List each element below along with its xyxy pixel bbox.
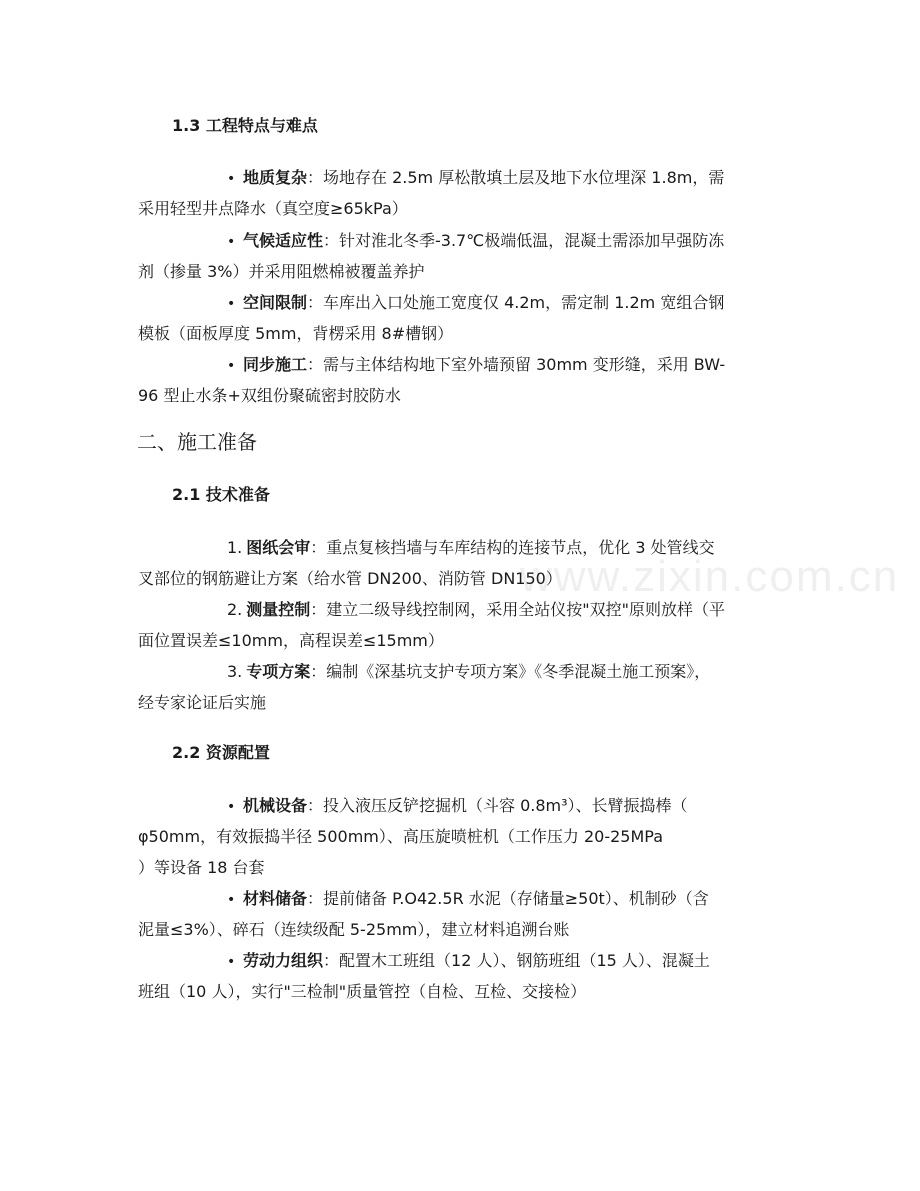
section-heading-2-2: 2.2 资源配置 — [172, 743, 270, 762]
item-text-cont: 泥量≤3%）、碎石（连续级配 5-25mm），建立材料追溯台账 — [138, 920, 570, 939]
bullet-marker: • — [227, 358, 236, 374]
list-item — [138, 656, 788, 718]
item-text: ：车库出入口处施工宽度仅 4.2m，需定制 1.2m 宽组合钢 — [307, 293, 725, 312]
bullet-marker: • — [227, 954, 236, 970]
item-text: ：提前储备 P.O42.5R 水泥（存储量≥50t）、机制砂（含 — [307, 889, 709, 908]
list-item — [138, 287, 788, 349]
bullet-marker: • — [227, 296, 236, 312]
bullet-marker: • — [227, 799, 236, 815]
item-text-cont: φ50mm，有效振捣半径 500mm）、高压旋喷桩机（工作压力 20-25MPa — [138, 827, 664, 846]
chapter-heading-2: 二、施工准备 — [137, 430, 257, 454]
item-text: ：编制《深基坑支护专项方案》《冬季混凝土施工预案》， — [310, 662, 711, 681]
item-title: 材料储备 — [243, 889, 308, 908]
item-text-cont: 剂（掺量 3%）并采用阻燃棉被覆盖养护 — [138, 262, 425, 281]
item-text-cont: 经专家论证后实施 — [138, 693, 267, 712]
list-item — [138, 532, 788, 594]
list-item — [138, 162, 788, 224]
list-item — [138, 790, 788, 883]
bullet-marker: • — [227, 171, 236, 187]
item-text-cont: ）等设备 18 台套 — [138, 858, 265, 877]
item-text-cont: 面位置误差≤10mm，高程误差≤15mm） — [138, 631, 444, 650]
item-title: 地质复杂 — [243, 168, 308, 187]
item-title: 测量控制 — [246, 600, 311, 619]
section-heading-2-1: 2.1 技术准备 — [172, 485, 270, 504]
item-text-cont: 采用轻型井点降水（真空度≥65kPa） — [138, 199, 408, 218]
item-number: 1. — [227, 538, 243, 557]
item-text: ：场地存在 2.5m 厚松散填土层及地下水位埋深 1.8m，需 — [307, 168, 725, 187]
item-number: 3. — [227, 662, 243, 681]
item-title: 专项方案 — [246, 662, 311, 681]
bullet-marker: • — [227, 234, 236, 250]
item-text: ：建立二级导线控制网，采用全站仪按"双控"原则放样（平 — [310, 600, 726, 619]
item-text-cont: 模板（面板厚度 5mm，背楞采用 8#槽钢） — [138, 324, 454, 343]
item-title: 气候适应性 — [243, 231, 324, 250]
item-title: 劳动力组织 — [243, 951, 324, 970]
bullet-marker: • — [227, 892, 236, 908]
section-heading-1-3: 1.3 工程特点与难点 — [172, 116, 318, 135]
list-item — [138, 594, 788, 656]
item-title: 机械设备 — [243, 796, 308, 815]
item-title: 空间限制 — [243, 293, 308, 312]
item-text: ：需与主体结构地下室外墙预留 30mm 变形缝，采用 BW- — [307, 355, 726, 374]
list-item — [138, 945, 788, 1007]
item-text: ：投入液压反铲挖掘机（斗容 0.8m³）、长臂振捣棒（ — [307, 796, 688, 815]
item-text-cont: 96 型止水条+双组份聚硫密封胶防水 — [138, 386, 401, 405]
item-text: ：配置木工班组（12 人）、钢筋班组（15 人）、混凝土 — [323, 951, 710, 970]
item-text: ：重点复核挡墙与车库结构的连接节点，优化 3 处管线交 — [310, 538, 715, 557]
list-item — [138, 225, 788, 287]
list-item — [138, 883, 788, 945]
item-text-cont: 叉部位的钢筋避让方案（给水管 DN200、消防管 DN150） — [138, 569, 562, 588]
item-number: 2. — [227, 600, 243, 619]
item-text-cont: 班组（10 人），实行"三检制"质量管控（自检、互检、交接检） — [138, 982, 587, 1001]
item-title: 同步施工 — [243, 355, 308, 374]
item-text: ：针对淮北冬季-3.7℃极端低温，混凝土需添加早强防冻 — [323, 231, 725, 250]
list-item — [138, 349, 788, 411]
watermark: www.zixin.com.cn — [520, 552, 900, 601]
item-title: 图纸会审 — [246, 538, 311, 557]
